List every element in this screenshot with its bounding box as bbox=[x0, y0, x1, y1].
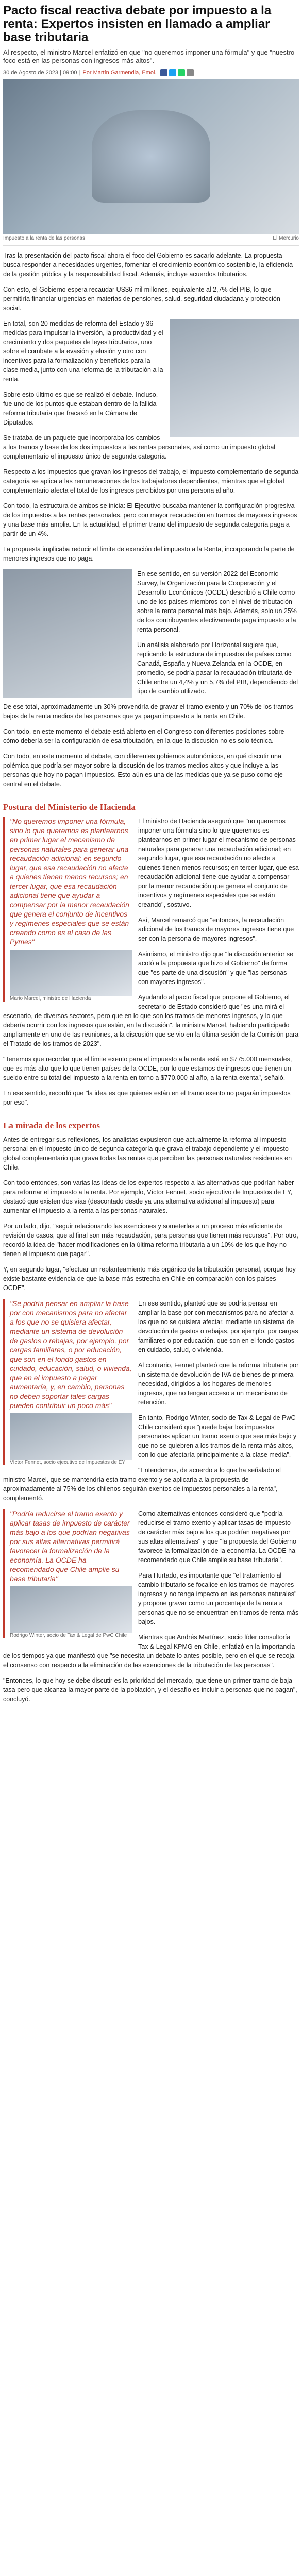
quote-author: Mario Marcel, ministro de Hacienda bbox=[10, 996, 91, 1002]
facebook-icon[interactable] bbox=[160, 69, 167, 76]
paragraph: En ese sentido, recordó que "la idea es que quienes están en el tramo exento no pagarán impuestos por eso". bbox=[3, 1090, 291, 1106]
article-meta: 30 de Agosto de 2023 | 09:00 | Por Martín Garmendia, Emol. bbox=[3, 69, 299, 76]
hero-image bbox=[3, 79, 299, 234]
paragraph: De ese total, aproximadamente un 30% provendría de gravar el tramo exento y un 70% de los tramos bajos de la renta medios de las personas que ya pagan impuesto a la renta en Chile. bbox=[3, 703, 293, 720]
quote-photo bbox=[10, 1413, 132, 1460]
pull-quote bbox=[3, 1509, 132, 1638]
paragraph: Ayudando al pacto fiscal que propone el Gobierno, el secretario de Estado consideró que "es una mirá el escenario, de diversos sectores, pero que en lo que son los tramos de menores ingresos, y lo que debería ocurrir con los ingresos que están, en la discusión", la ministra Marcel, habiendo participado ampliamente en uno de las reuniones, a la discusión que se vio en la última sesión de la Comisión para el Tratado de los tramos de 2023". bbox=[3, 994, 299, 1047]
paragraph: Con todo, en este momento el debate está abierto en el Congreso con diferentes posiciones sobre cómo debería ser la configuración de esa tributación, en la que la discusión no es solo técnica. bbox=[3, 728, 284, 744]
paragraph: Con todo, la estructura de ambos se inicia: El Ejecutivo buscaba mantener la configuración progresiva de los impuestos a las rentas personales, pero con mayor recaudación en tramos de mayores ingresos y una base más amplia. En la actualidad, el primer tramo del impuesto de segunda categoría paga a partir de un 4%. bbox=[3, 502, 297, 537]
paragraph: En ese sentido, en su versión 2022 del Economic Survey, la Organización para la Cooperación y el Desarrollo Económicos (OCDE) describió a Chile como uno de los países miembros con el nivel de tributación sobre la renta personal más bajo. Además, solo un 25% de los contribuyentes efectivamente paga impuesto a la renta personal. bbox=[137, 570, 297, 633]
quote-text: "Podría reducirse el tramo exento y aplicar tasas de impuesto de carácter más bajo a los que podrían negativas por sus altas alternativas permitirá favorecer la formalización de la economía. La OCDE ha recomendado que Chile amplie su base tributaria" bbox=[10, 1510, 130, 1583]
paragraph: Mientras que Andrés Martínez, socio líder consultoría Tax & Legal KPMG en Chile, enfatizó en la importancia de los tiempos ya que manifestó que "se necesita un debate lo antes posible, pero en el que se recoja el consenso con respecto a la eliminación de las exenciones de la tributación de las personas". bbox=[3, 1634, 295, 1669]
paragraph: Así, Marcel remarcó que "entonces, la recaudación adicional de los tramos de mayores ingresos tiene que ser con la persona de mayores ingresos". bbox=[138, 917, 294, 942]
paragraph: Respecto a los impuestos que gravan los ingresos del trabajo, el impuesto complementario de segunda categoría se aplica a las remuneraciones de los trabajadores dependientes, mientras que el global complementario afecta el total de los ingresos percibidos por una persona al año. bbox=[3, 468, 299, 494]
quote-author: Víctor Fennet, socio ejecutivo de Impuestos de EY bbox=[10, 1460, 126, 1465]
article-title: Pacto fiscal reactiva debate por impuesto a la renta: Expertos insisten en llamado a ampliar base tributaria bbox=[3, 4, 272, 44]
paragraph: "Tenemos que recordar que el límite exento para el impuesto a la renta está en $775.000 mensuales, que es más alto que lo que tienen países de la OCDE, por lo que estamos de ingresos que tienen un sueldo entre su total del impuesto a la renta en torno a $770.000 al año, a la renta exenta", señaló. bbox=[3, 1056, 292, 1081]
inline-image bbox=[170, 319, 299, 437]
whatsapp-icon[interactable] bbox=[178, 69, 185, 76]
paragraph: "Entendemos, de acuerdo a lo que ha señalado el ministro Marcel, que se mantendría esta tramo exento y se aplicaría a la propuesta de aproximadamente al 75% de los chilenos seguirán exentos de impuestos personales a la renta", complementó. bbox=[3, 1467, 281, 1502]
article-author: Por Martín Garmendia, Emol. bbox=[82, 70, 157, 76]
paragraph: El ministro de Hacienda aseguró que "no queremos imponer una fórmula sino lo que queremos es plantearnos en primer lugar el mecanismo de personas naturales para generar una recaudación adicional; en segundo lugar, que esa recaudación no afecte a quienes tienen menos recursos; en tercer lugar, que esa recaudación adicional tiene que ayudar a compensar por la menor recaudación que genera el conjunto de incentivos y regímenes especiales que se están creando", sostuvo. bbox=[138, 818, 299, 908]
section-heading: La mirada de los expertos bbox=[3, 1121, 100, 1130]
twitter-icon[interactable] bbox=[169, 69, 176, 76]
paragraph: La propuesta implicaba reducir el límite de exención del impuesto a la Renta, incorporando la parte de menores ingresos que no paga. bbox=[3, 546, 295, 562]
paragraph: Para Hurtado, es importante que "el tratamiento al cambio tributario se focalice en los tramos de mayores ingresos y no tenga impacto en las personas naturales" y propone gravar como un porcentaje de la renta a personas que no se encuentran en tramos de renta más bajos. bbox=[138, 1572, 299, 1625]
paragraph: En tanto, Rodrigo Winter, socio de Tax & Legal de PwC Chile consideró que "puede bajar los impuestos personales aplicar un tramo exento que sea más bajo y que no se quiebren a los tramos de la renta más altos, con lo que afectaría principalmente a la clase media". bbox=[138, 1414, 297, 1459]
section-heading: Postura del Ministerio de Hacienda bbox=[3, 802, 136, 812]
quote-photo bbox=[10, 1586, 132, 1633]
paragraph: Como alternativas entonces consideró que "podría reducirse el tramo exento y aplicar tasas de impuesto de carácter más bajo a los que podrían negativas por sus altas alternativas" y que "la propuesta del Gobierno favorece la formalización de la economía. La OCDE ha recomendado que Chile amplie su base tributaria". bbox=[138, 1510, 296, 1564]
paragraph: Con todo, en este momento el debate, con diferentes gobiernos autonómicos, en qué discutir una polémica que podría ser mayor sobre la discusión de los tramos medios altos y que incluye a las personas que hoy no pagan impuestos. Esto aún es una de las medidas que ya se puso como eje central en el debate. bbox=[3, 753, 283, 788]
share-buttons bbox=[160, 69, 194, 76]
pull-quote bbox=[3, 817, 132, 1002]
quote-text: "No queremos imponer una fórmula, sino lo que queremos es plantearnos en primer lugar el mecanismo de personas naturales para generar una recaudación adicional; en segundo lugar, que esa recaudación no afecte a quienes tienen menos recursos; en tercer lugar, que esa recaudación adicional tiene que ayudar a compensar por la menor recaudación que genera el conjunto de incentivos y regímenes especiales que se están creando como es el caso de las Pymes" bbox=[10, 817, 129, 946]
quote-author: Rodrigo Winter, socio de Tax & Legal de PwC Chile bbox=[10, 1633, 127, 1638]
paragraph: Por un lado, dijo, "seguir relacionando las exenciones y someterlas a un proceso más eficiente de revisión de casos, que al final son más recaudación, para personas que tienen más recursos". Por otro, recordó la idea de "hacer modificaciones en la última reforma tributaria a un 10% de los que hoy no tienen el impuesto que pagar". bbox=[3, 1223, 298, 1258]
paragraph: Y, en segundo lugar, "efectuar un replanteamiento más orgánico de la tributación personal, porque hoy existe bastante evidencia de que la base más estrecha en Chile en comparación con los países OCDE". bbox=[3, 1266, 296, 1292]
quote-text: "Se podría pensar en ampliar la base por con mecanismos para no afectar a los que no se quisiera afectar, mediante un sistema de devolución de gastos o rebajas, por ejemplo, por cargas familiares, o por educación, que son en el fondo gastos en cuidado, educación, salud, o vivienda, que en el impuesto a pagar aumentaría, y, en cambio, personas no deben soportar tales cargas pueden contribuir un poco más" bbox=[10, 1299, 132, 1410]
pull-quote bbox=[3, 1299, 132, 1465]
paragraph: Tras la presentación del pacto fiscal ahora el foco del Gobierno es sacarlo adelante. La propuesta busca responder a necesidades urgentes, fomentar el crecimiento económico sostenible, la eficiencia de la gestión pública y la responsabilidad fiscal. Además, incluye acuerdos tributarios. bbox=[3, 252, 293, 278]
paragraph: Con esto, el Gobierno espera recaudar US$6 mil millones, equivalente al 2,7% del PIB, lo que permitiría financiar urgencias en materias de pensiones, salud, seguridad ciudadana y protección social. bbox=[3, 286, 280, 312]
article-date: 30 de Agosto de 2023 | 09:00 bbox=[3, 70, 77, 76]
quote-photo bbox=[10, 950, 132, 996]
article-page bbox=[0, 4, 302, 1710]
article-lead: Al respecto, el ministro Marcel enfatizó en que "no queremos imponer una fórmula" y que "nuestro foco está en las personas con ingresos más altos". bbox=[3, 48, 295, 64]
email-icon[interactable] bbox=[187, 69, 194, 76]
paragraph: Asimismo, el ministro dijo que "la discusión anterior se acotó a la propuesta que hizo el Gobierno" de forma que "es parte de una discusión" y que "las personas con mayores ingresos". bbox=[138, 951, 294, 986]
paragraph: Antes de entregar sus reflexiones, los analistas expusieron que actualmente la reforma al impuesto personal en el impuesto único de segunda categoría que grava el trabajo dependiente y el impuesto global complementario que grava todas las rentas que perciben las personas naturales residentes en Chile. bbox=[3, 1136, 292, 1171]
paragraph: "Entonces, lo que hoy se debe discutir es la prioridad del mercado, que tiene un primer tramo de baja tasa pero que alcanza la mayor parte de la población, y el desafío es incluir a personas que no pagan", concluyó. bbox=[3, 1677, 297, 1703]
paragraph: Al contrario, Fennet planteó que la reforma tributaria por un sistema de devolución de IVA de bienes de primera necesidad, dirigidos a los hogares de menores ingresos, que no tengan acceso a un mecanismo de retención. bbox=[138, 1362, 299, 1406]
paragraph: Un análisis elaborado por Horizontal sugiere que, replicando la estructura de impuestos de países como Canadá, España y Nueva Zelanda en la OCDE, en promedio, se podría pasar la recaudación tributaria de Chile entre un 4,4% y un 5,7% del PIB, dependiendo del tipo de cambio utilizado. bbox=[137, 641, 298, 695]
paragraph: En total, son 20 medidas de reforma del Estado y 36 medidas para impulsar la inversión, la productividad y el crecimiento y dos paquetes de leyes tributarios, uno sobre el combate a la evasión y elusión y otro con incentivos para la formalización y beneficios para la clase media, junto con una reforma de la tributación a la renta. bbox=[3, 320, 163, 383]
hero-caption: Impuesto a la renta de las personas El Mercurio bbox=[3, 234, 299, 246]
paragraph: Sobre esto último es que se realizó el debate. Incluso, fue uno de los puntos que estaban dentro de la fallida reforma tributaria que fracasó en la Cámara de Diputados. bbox=[3, 391, 158, 426]
paragraph: En ese sentido, planteó que se podría pensar en ampliar la base por con mecanismos para no afectar a los que no se quisiera afectar, mediante un sistema de devolución de gastos o rebajas, por ejemplo, por cargas familiares o por educación, que son en el fondo gastos en cuidado, salud, o vivienda. bbox=[138, 1300, 298, 1353]
paragraph: Se trataba de un paquete que incorporaba los cambios a los tramos y base de los dos impuestos a las rentas personales, así como un impuesto global complementario el impuesto único de segunda categoría. bbox=[3, 434, 276, 460]
paragraph: Con todo entonces, son varias las ideas de los expertos respecto a las alternativas que podrían haber para reformar el impuesto a la renta. Por ejemplo, Víctor Fennet, socio ejecutivo de Impuestos de EY, destacó que existen dos vías (descontado desde ya una alternativa adicional al impuesto) para aumentar el impuesto a la renta a las personas naturales. bbox=[3, 1179, 294, 1214]
inline-image bbox=[3, 569, 132, 698]
